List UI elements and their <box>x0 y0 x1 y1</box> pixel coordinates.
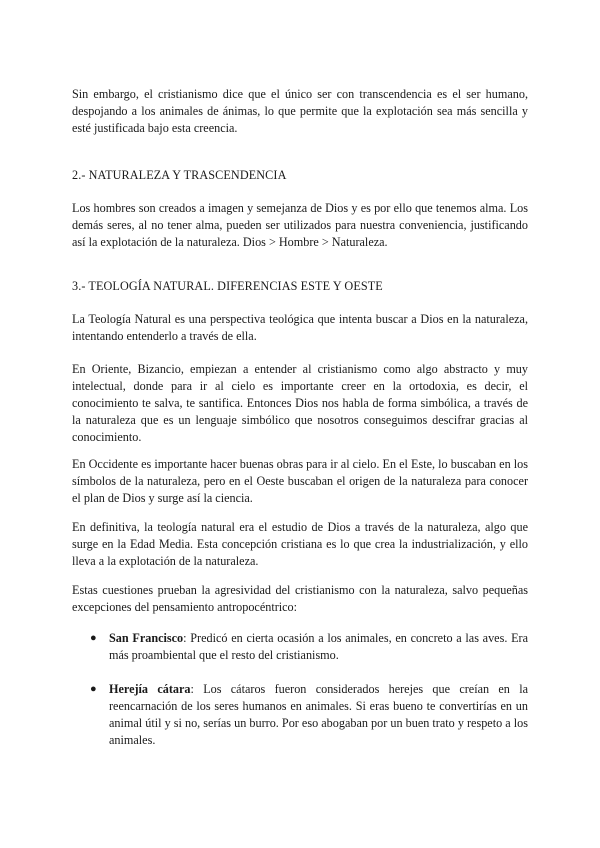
section-3-paragraph-4: En definitiva, la teología natural era el estudio de Dios a través de la naturaleza, algo que surge en la Edad Media. Esta concepción cristiana es lo que crea la industrialización, y ello lleva a la explotación de la naturaleza. <box>72 520 528 568</box>
list-item-description: : Predicó en cierta ocasión a los animales, en concreto a las aves. Era más proambiental que el resto del cristianismo. <box>109 631 529 662</box>
list-item-term: Herejía cátara <box>109 682 191 696</box>
list-item-text <box>109 630 528 664</box>
section-3-paragraph-3: En Occidente es importante hacer buenas obras para ir al cielo. En el Este, lo buscaban en los símbolos de la naturaleza, pero en el Oeste buscaban el origen de la naturaleza para conocer el plan de Dios y surge así la ciencia. <box>72 457 528 505</box>
bullet-icon: ● <box>90 683 97 695</box>
intro-paragraph: Sin embargo, el cristianismo dice que el único ser con transcendencia es el ser humano, despojando a los animales de ánimas, lo que permite que la explotación sea más sencilla y esté justificada bajo esta creencia. <box>72 87 528 135</box>
list-item <box>72 630 528 664</box>
section-3-paragraph-2: En Oriente, Bizancio, empiezan a entender al cristianismo como algo abstracto y muy intelectual, donde para ir al cielo es importante creer en la ortodoxia, es decir, el conocimiento te salva, te santifica. Entonces Dios nos habla de forma simbólica, a través de la naturaleza que es un lenguaje simbólico que nosotros conseguimos descifrar gracias al conocimiento. <box>72 362 528 444</box>
section-2-heading: 2.- NATURALEZA Y TRASCENDENCIA <box>72 168 287 182</box>
section-3-paragraph-1: La Teología Natural es una perspectiva teológica que intenta buscar a Dios en la naturaleza, intentando entenderlo a través de ella. <box>72 312 528 343</box>
list-item-term: San Francisco <box>109 631 184 645</box>
list-item <box>72 681 528 749</box>
section-3-heading: 3.- TEOLOGÍA NATURAL. DIFERENCIAS ESTE Y OESTE <box>72 279 383 293</box>
exceptions-list <box>72 630 528 766</box>
list-item-description: : Los cátaros fueron considerados herejes que creían en la reencarnación de los seres humanos en animales. Si eras bueno te convertirías en un animal útil y si no, serías un burro. Por eso abogaban por un buen trato y respeto a los animales. <box>109 682 528 747</box>
bullet-icon: ● <box>90 632 97 644</box>
section-2-paragraph: Los hombres son creados a imagen y semejanza de Dios y es por ello que tenemos alma. Los demás seres, al no tener alma, pueden ser utilizados para nuestra conveniencia, justificando así la explotación de la naturaleza. Dios > Hombre > Naturaleza. <box>72 201 528 249</box>
list-item-text <box>109 681 528 749</box>
section-3-paragraph-5: Estas cuestiones prueban la agresividad del cristianismo con la naturaleza, salvo pequeñas excepciones del pensamiento antropocéntrico: <box>72 583 528 614</box>
